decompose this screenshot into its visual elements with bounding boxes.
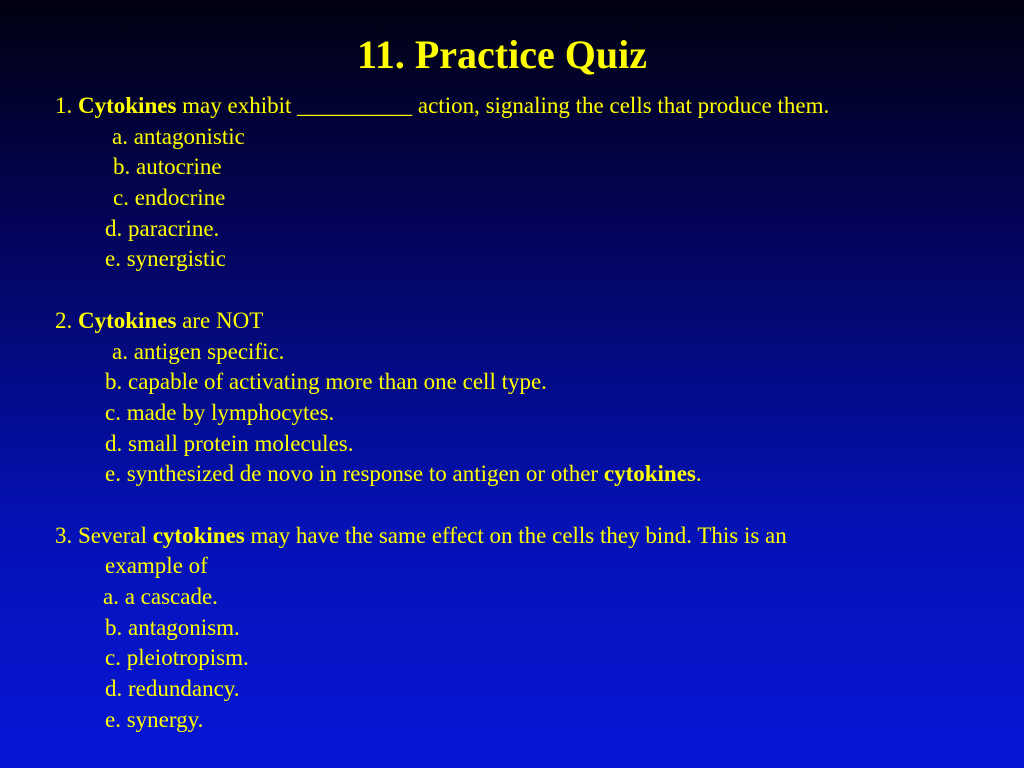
question-3-option-d: d. redundancy. [105,676,240,702]
question-2-text: are NOT [182,307,264,333]
question-3-option-c: c. pleiotropism. [105,645,249,671]
question-2-stem [55,306,1015,337]
question-3-stem [55,521,1015,552]
question-2-option-a: a. antigen specific. [112,338,285,364]
question-2-number: 2. [55,307,73,333]
spacer [55,275,1015,306]
question-2-option-e [55,459,1015,490]
question-1-stem [55,91,1015,122]
question-3-text: may have the same effect on the cells they bind. This is an [250,522,787,548]
question-3-option-b: b. antagonism. [105,614,240,640]
question-3-keyword: cytokines [152,522,245,548]
question-1-option-a: a. antagonistic [112,123,245,149]
question-1-keyword: Cytokines [78,93,177,118]
question-1-option-e: e. synergistic [105,246,226,272]
question-3-stem-continued: example of [105,553,208,579]
question-1-number: 1. [55,93,73,118]
question-3-number: 3. Several [55,522,147,548]
slide-title: 11. Practice Quiz [357,32,647,77]
question-1-text: may exhibit __________ action, signaling the cells that produce them. [182,93,830,118]
question-3-option-e: e. synergy. [105,706,204,732]
question-2-keyword: Cytokines [78,307,177,333]
question-2-option-e-text: e. synthesized de novo in response to antigen or other [105,461,599,487]
question-3-option-a: a. a cascade. [103,584,218,609]
question-1-option-d: d. paracrine. [105,215,220,241]
question-2-option-b: b. capable of activating more than one cell type. [105,369,547,395]
spacer [55,490,1015,521]
question-2-option-e-period: . [695,461,702,487]
question-2-option-e-keyword: cytokines [603,461,696,487]
question-2-option-d: d. small protein molecules. [105,430,354,456]
question-1-option-b: b. autocrine [113,154,222,180]
question-1-option-c: c. endocrine [113,185,226,211]
quiz-content [55,91,1015,735]
question-2-option-c: c. made by lymphocytes. [105,399,335,425]
